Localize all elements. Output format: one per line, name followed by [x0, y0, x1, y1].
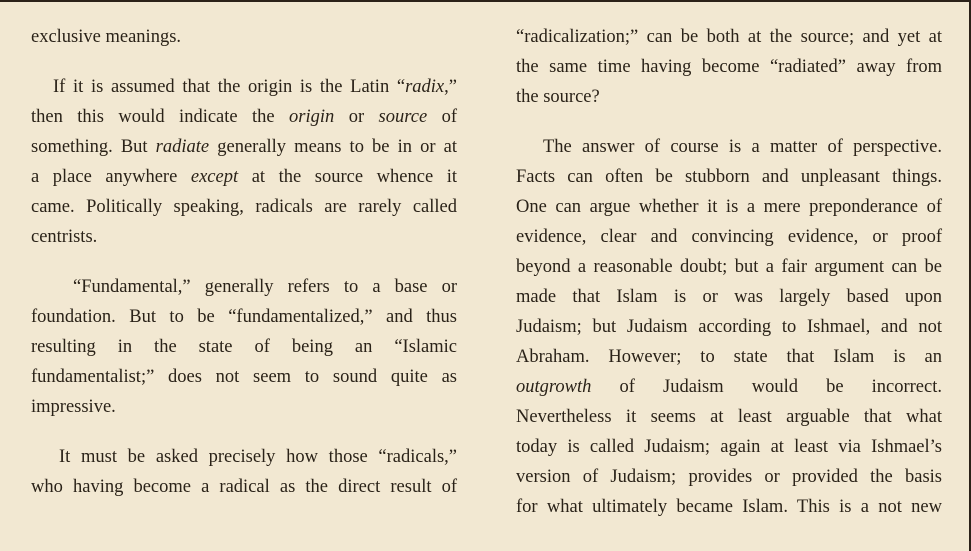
paragraph-line: a place anywhere except at the source whence it	[31, 167, 458, 187]
paragraph-line: foundation. But to be “fundamentalized,” and thus	[31, 307, 457, 327]
paragraph-line: for what ultimately became Islam. This is a not new	[516, 497, 942, 517]
paragraph-line: who having become a radical as the direct result of	[31, 477, 457, 497]
paragraph-line: It must be asked precisely how those “radicals,”	[59, 447, 457, 467]
paragraph-line: “Fundamental,” generally refers to a base or	[73, 277, 457, 297]
paragraph-line: beyond a reasonable doubt; but a fair argument can be	[516, 257, 942, 277]
paragraph-line: If it is assumed that the origin is the Latin “radix,”	[53, 77, 457, 97]
paragraph-line: came. Politically speaking, radicals are rarely called	[31, 197, 457, 217]
page-top-border	[0, 0, 971, 2]
paragraph-line: Nevertheless it seems at least arguable that what	[516, 407, 942, 427]
paragraph-line: “radicalization;” can be both at the source; and yet at	[516, 27, 942, 47]
paragraph-line: made that Islam is or was largely based upon	[516, 287, 942, 307]
paragraph-line: something. But radiate generally means to be in or at	[31, 137, 458, 157]
paragraph-line: fundamentalist;” does not seem to sound quite as	[31, 367, 457, 387]
paragraph-line: One can argue whether it is a mere preponderance of	[516, 197, 942, 217]
paragraph-line: exclusive meanings.	[31, 27, 182, 47]
paragraph-line: outgrowth of Judaism would be incorrect.	[516, 377, 942, 397]
paragraph-line: resulting in the state of being an “Islamic	[31, 337, 457, 357]
paragraph-line: evidence, clear and convincing evidence, or proof	[516, 227, 942, 247]
paragraph-line: Facts can often be stubborn and unpleasant things.	[516, 167, 942, 187]
paragraph-line: today is called Judaism; again at least via Ishmael’s	[516, 437, 942, 457]
paragraph-line: centrists.	[31, 227, 98, 247]
paragraph-line: then this would indicate the origin or source of	[31, 107, 457, 127]
paragraph-line: the source?	[516, 87, 600, 107]
paragraph-line: the same time having become “radiated” away from	[516, 57, 942, 77]
paragraph-line: The answer of course is a matter of perspective.	[543, 137, 942, 157]
paragraph-line: version of Judaism; provides or provided the basis	[516, 467, 942, 487]
paragraph-line: impressive.	[31, 397, 116, 417]
paragraph-line: Judaism; but Judaism according to Ishmael, and not	[516, 317, 942, 337]
paragraph-line: Abraham. However; to state that Islam is an	[516, 347, 942, 367]
